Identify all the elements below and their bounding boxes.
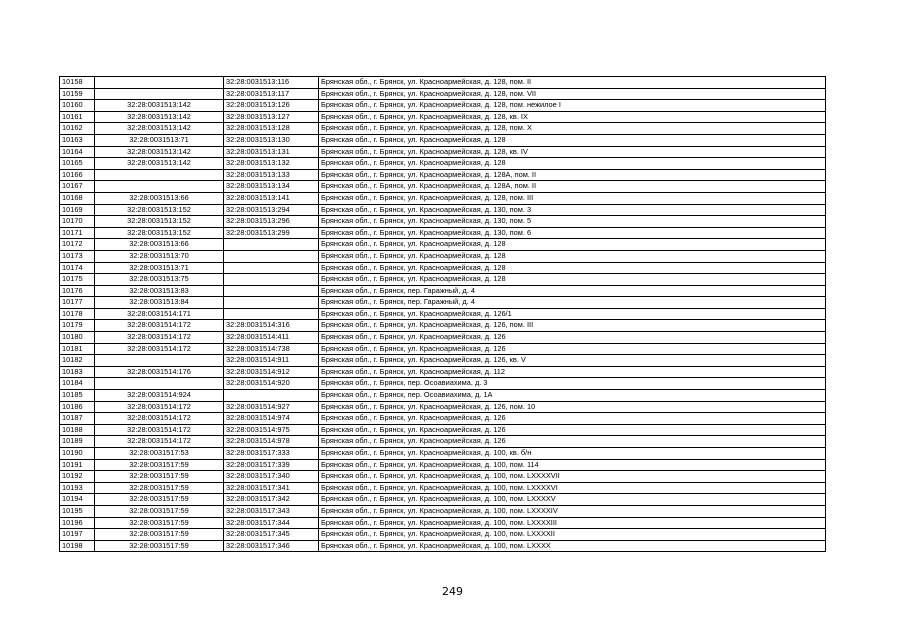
row-number-cell: 10173: [60, 250, 95, 262]
address-cell: Брянская обл., г. Брянск, ул. Красноармейская, д. 128, пом. X: [319, 123, 826, 135]
table-row: [60, 482, 826, 494]
source-cadastral-number-cell: 32:28:0031514:172: [95, 413, 224, 425]
source-cadastral-number-cell: 32:28:0031517:59: [95, 459, 224, 471]
table-row: [60, 540, 826, 552]
address-cell: Брянская обл., г. Брянск, ул. Красноармейская, д. 100, пом. LXXXXVI: [319, 482, 826, 494]
row-number-cell: 10167: [60, 181, 95, 193]
table-row: [60, 448, 826, 460]
table-row: [60, 274, 826, 286]
table-row: [60, 285, 826, 297]
source-cadastral-number-cell: 32:28:0031513:152: [95, 216, 224, 228]
source-cadastral-number-cell: 32:28:0031513:152: [95, 204, 224, 216]
source-cadastral-number-cell: 32:28:0031513:142: [95, 123, 224, 135]
source-cadastral-number-cell: [95, 378, 224, 390]
source-cadastral-number-cell: 32:28:0031514:171: [95, 308, 224, 320]
cadastral-number-cell: 32:28:0031513:132: [224, 158, 319, 170]
source-cadastral-number-cell: [95, 355, 224, 367]
table-row: [60, 123, 826, 135]
cadastral-number-cell: 32:28:0031513:130: [224, 134, 319, 146]
source-cadastral-number-cell: 32:28:0031517:59: [95, 505, 224, 517]
row-number-cell: 10165: [60, 158, 95, 170]
table-body: [60, 77, 826, 552]
source-cadastral-number-cell: 32:28:0031517:59: [95, 540, 224, 552]
table-row: [60, 459, 826, 471]
address-cell: Брянская обл., г. Брянск, ул. Красноармейская, д. 128, пом. II: [319, 77, 826, 89]
row-number-cell: 10162: [60, 123, 95, 135]
source-cadastral-number-cell: 32:28:0031513:152: [95, 227, 224, 239]
row-number-cell: 10195: [60, 505, 95, 517]
table-row: [60, 401, 826, 413]
cadastral-number-cell: 32:28:0031513:296: [224, 216, 319, 228]
source-cadastral-number-cell: 32:28:0031514:172: [95, 424, 224, 436]
table-row: [60, 169, 826, 181]
cadastral-number-cell: 32:28:0031514:927: [224, 401, 319, 413]
cadastral-number-cell: 32:28:0031513:294: [224, 204, 319, 216]
row-number-cell: 10180: [60, 332, 95, 344]
table-row: [60, 77, 826, 89]
cadastral-number-cell: 32:28:0031513:131: [224, 146, 319, 158]
cadastral-number-cell: 32:28:0031513:141: [224, 192, 319, 204]
address-cell: Брянская обл., г. Брянск, пер. Гаражный, д. 4: [319, 285, 826, 297]
cadastral-number-cell: 32:28:0031514:920: [224, 378, 319, 390]
source-cadastral-number-cell: [95, 88, 224, 100]
row-number-cell: 10188: [60, 424, 95, 436]
row-number-cell: 10171: [60, 227, 95, 239]
source-cadastral-number-cell: [95, 169, 224, 181]
table-row: [60, 88, 826, 100]
address-cell: Брянская обл., г. Брянск, ул. Красноармейская, д. 126, пом. 10: [319, 401, 826, 413]
row-number-cell: 10183: [60, 366, 95, 378]
address-cell: Брянская обл., г. Брянск, ул. Красноармейская, д. 128: [319, 134, 826, 146]
row-number-cell: 10164: [60, 146, 95, 158]
row-number-cell: 10191: [60, 459, 95, 471]
source-cadastral-number-cell: 32:28:0031514:176: [95, 366, 224, 378]
address-cell: Брянская обл., г. Брянск, ул. Красноармейская, д. 100, пом. LXXXX: [319, 540, 826, 552]
address-cell: Брянская обл., г. Брянск, ул. Красноармейская, д. 126/1: [319, 308, 826, 320]
table-row: [60, 343, 826, 355]
source-cadastral-number-cell: 32:28:0031513:71: [95, 134, 224, 146]
row-number-cell: 10197: [60, 529, 95, 541]
table-row: [60, 134, 826, 146]
source-cadastral-number-cell: 32:28:0031513:142: [95, 158, 224, 170]
address-cell: Брянская обл., г. Брянск, пер. Осоавиахима, д. 3: [319, 378, 826, 390]
table-row: [60, 158, 826, 170]
address-cell: Брянская обл., г. Брянск, ул. Красноармейская, д. 128: [319, 239, 826, 251]
row-number-cell: 10166: [60, 169, 95, 181]
row-number-cell: 10163: [60, 134, 95, 146]
table-row: [60, 332, 826, 344]
address-cell: Брянская обл., г. Брянск, ул. Красноармейская, д. 126, пом. III: [319, 320, 826, 332]
source-cadastral-number-cell: 32:28:0031514:172: [95, 401, 224, 413]
source-cadastral-number-cell: 32:28:0031513:84: [95, 297, 224, 309]
table-row: [60, 390, 826, 402]
cadastral-number-cell: 32:28:0031517:343: [224, 505, 319, 517]
table-row: [60, 320, 826, 332]
cadastral-number-cell: 32:28:0031517:345: [224, 529, 319, 541]
row-number-cell: 10196: [60, 517, 95, 529]
table-row: [60, 181, 826, 193]
table-row: [60, 308, 826, 320]
cadastral-number-cell: 32:28:0031513:116: [224, 77, 319, 89]
row-number-cell: 10194: [60, 494, 95, 506]
table-row: [60, 146, 826, 158]
table-row: [60, 366, 826, 378]
cadastral-number-cell: [224, 262, 319, 274]
table-row: [60, 227, 826, 239]
cadastral-number-cell: 32:28:0031517:339: [224, 459, 319, 471]
row-number-cell: 10168: [60, 192, 95, 204]
source-cadastral-number-cell: 32:28:0031513:66: [95, 239, 224, 251]
address-cell: Брянская обл., г. Брянск, ул. Красноармейская, д. 100, пом. LXXXXV: [319, 494, 826, 506]
row-number-cell: 10159: [60, 88, 95, 100]
cadastral-number-cell: 32:28:0031513:127: [224, 111, 319, 123]
row-number-cell: 10189: [60, 436, 95, 448]
source-cadastral-number-cell: 32:28:0031514:924: [95, 390, 224, 402]
cadastral-number-cell: [224, 239, 319, 251]
address-cell: Брянская обл., г. Брянск, ул. Красноармейская, д. 100, пом. 114: [319, 459, 826, 471]
source-cadastral-number-cell: 32:28:0031514:172: [95, 332, 224, 344]
table-row: [60, 204, 826, 216]
table-row: [60, 505, 826, 517]
table-row: [60, 192, 826, 204]
table-row: [60, 494, 826, 506]
address-cell: Брянская обл., г. Брянск, пер. Осоавиахима, д. 1А: [319, 390, 826, 402]
source-cadastral-number-cell: 32:28:0031517:59: [95, 494, 224, 506]
cadastral-number-cell: 32:28:0031513:126: [224, 100, 319, 112]
cadastral-number-cell: [224, 297, 319, 309]
address-cell: Брянская обл., г. Брянск, ул. Красноармейская, д. 100, пом. LXXXXIV: [319, 505, 826, 517]
row-number-cell: 10192: [60, 471, 95, 483]
cadastral-number-cell: 32:28:0031514:911: [224, 355, 319, 367]
page-number: 249: [442, 585, 463, 598]
row-number-cell: 10179: [60, 320, 95, 332]
table-row: [60, 471, 826, 483]
table-row: [60, 239, 826, 251]
cadastral-number-cell: 32:28:0031513:117: [224, 88, 319, 100]
source-cadastral-number-cell: 32:28:0031513:142: [95, 146, 224, 158]
cadastral-number-cell: 32:28:0031517:340: [224, 471, 319, 483]
row-number-cell: 10172: [60, 239, 95, 251]
address-cell: Брянская обл., г. Брянск, пер. Гаражный, д. 4: [319, 297, 826, 309]
cadastral-number-cell: [224, 390, 319, 402]
row-number-cell: 10175: [60, 274, 95, 286]
cadastral-number-cell: 32:28:0031514:912: [224, 366, 319, 378]
cadastral-number-cell: [224, 308, 319, 320]
address-cell: Брянская обл., г. Брянск, ул. Красноармейская, д. 128А, пом. II: [319, 181, 826, 193]
source-cadastral-number-cell: 32:28:0031513:70: [95, 250, 224, 262]
row-number-cell: 10170: [60, 216, 95, 228]
address-cell: Брянская обл., г. Брянск, ул. Красноармейская, д. 128: [319, 274, 826, 286]
row-number-cell: 10174: [60, 262, 95, 274]
table-row: [60, 529, 826, 541]
cadastral-number-cell: 32:28:0031514:738: [224, 343, 319, 355]
address-cell: Брянская обл., г. Брянск, ул. Красноармейская, д. 128, пом. нежилое I: [319, 100, 826, 112]
cadastral-number-cell: 32:28:0031514:975: [224, 424, 319, 436]
address-cell: Брянская обл., г. Брянск, ул. Красноармейская, д. 100, кв. б/н: [319, 448, 826, 460]
table-row: [60, 424, 826, 436]
cadastral-number-cell: 32:28:0031517:344: [224, 517, 319, 529]
row-number-cell: 10176: [60, 285, 95, 297]
source-cadastral-number-cell: 32:28:0031513:142: [95, 100, 224, 112]
cadastral-number-cell: 32:28:0031513:128: [224, 123, 319, 135]
cadastral-number-cell: [224, 274, 319, 286]
address-cell: Брянская обл., г. Брянск, ул. Красноармейская, д. 100, пом. LXXXXII: [319, 529, 826, 541]
address-cell: Брянская обл., г. Брянск, ул. Красноармейская, д. 128: [319, 158, 826, 170]
table-row: [60, 436, 826, 448]
source-cadastral-number-cell: 32:28:0031513:71: [95, 262, 224, 274]
address-cell: Брянская обл., г. Брянск, ул. Красноармейская, д. 130, пом. 5: [319, 216, 826, 228]
table-row: [60, 216, 826, 228]
source-cadastral-number-cell: 32:28:0031513:66: [95, 192, 224, 204]
row-number-cell: 10198: [60, 540, 95, 552]
row-number-cell: 10185: [60, 390, 95, 402]
row-number-cell: 10181: [60, 343, 95, 355]
table-row: [60, 100, 826, 112]
cadastral-number-cell: 32:28:0031517:346: [224, 540, 319, 552]
row-number-cell: 10160: [60, 100, 95, 112]
source-cadastral-number-cell: 32:28:0031517:59: [95, 482, 224, 494]
row-number-cell: 10158: [60, 77, 95, 89]
cadastral-number-cell: 32:28:0031514:411: [224, 332, 319, 344]
table-row: [60, 262, 826, 274]
address-cell: Брянская обл., г. Брянск, ул. Красноармейская, д. 126: [319, 332, 826, 344]
source-cadastral-number-cell: 32:28:0031513:75: [95, 274, 224, 286]
row-number-cell: 10186: [60, 401, 95, 413]
table-row: [60, 413, 826, 425]
source-cadastral-number-cell: 32:28:0031514:172: [95, 436, 224, 448]
address-cell: Брянская обл., г. Брянск, ул. Красноармейская, д. 128, пом. VII: [319, 88, 826, 100]
cadastral-number-cell: 32:28:0031514:316: [224, 320, 319, 332]
address-cell: Брянская обл., г. Брянск, ул. Красноармейская, д. 128, кв. IV: [319, 146, 826, 158]
source-cadastral-number-cell: 32:28:0031514:172: [95, 343, 224, 355]
row-number-cell: 10187: [60, 413, 95, 425]
table-row: [60, 355, 826, 367]
cadastral-number-cell: 32:28:0031513:134: [224, 181, 319, 193]
address-cell: Брянская обл., г. Брянск, ул. Красноармейская, д. 130, пом. 6: [319, 227, 826, 239]
table-row: [60, 250, 826, 262]
cadastral-number-cell: 32:28:0031517:333: [224, 448, 319, 460]
cadastral-number-cell: 32:28:0031513:299: [224, 227, 319, 239]
address-cell: Брянская обл., г. Брянск, ул. Красноармейская, д. 128, кв. IX: [319, 111, 826, 123]
row-number-cell: 10177: [60, 297, 95, 309]
table-row: [60, 378, 826, 390]
row-number-cell: 10193: [60, 482, 95, 494]
table-row: [60, 517, 826, 529]
cadastral-table: [59, 76, 826, 552]
source-cadastral-number-cell: 32:28:0031517:59: [95, 471, 224, 483]
address-cell: Брянская обл., г. Брянск, ул. Красноармейская, д. 128: [319, 262, 826, 274]
address-cell: Брянская обл., г. Брянск, ул. Красноармейская, д. 100, пом. LXXXXIII: [319, 517, 826, 529]
source-cadastral-number-cell: 32:28:0031517:59: [95, 517, 224, 529]
row-number-cell: 10190: [60, 448, 95, 460]
cadastral-number-cell: 32:28:0031517:342: [224, 494, 319, 506]
source-cadastral-number-cell: 32:28:0031517:59: [95, 529, 224, 541]
source-cadastral-number-cell: [95, 77, 224, 89]
cadastral-number-cell: [224, 250, 319, 262]
cadastral-number-cell: [224, 285, 319, 297]
row-number-cell: 10184: [60, 378, 95, 390]
row-number-cell: 10182: [60, 355, 95, 367]
address-cell: Брянская обл., г. Брянск, ул. Красноармейская, д. 128, пом. III: [319, 192, 826, 204]
source-cadastral-number-cell: 32:28:0031513:142: [95, 111, 224, 123]
cadastral-number-cell: 32:28:0031513:133: [224, 169, 319, 181]
cadastral-number-cell: 32:28:0031514:978: [224, 436, 319, 448]
cadastral-number-cell: 32:28:0031517:341: [224, 482, 319, 494]
row-number-cell: 10161: [60, 111, 95, 123]
address-cell: Брянская обл., г. Брянск, ул. Красноармейская, д. 126: [319, 343, 826, 355]
source-cadastral-number-cell: 32:28:0031517:53: [95, 448, 224, 460]
table-row: [60, 111, 826, 123]
address-cell: Брянская обл., г. Брянск, ул. Красноармейская, д. 126: [319, 424, 826, 436]
cadastral-number-cell: 32:28:0031514:974: [224, 413, 319, 425]
row-number-cell: 10178: [60, 308, 95, 320]
address-cell: Брянская обл., г. Брянск, ул. Красноармейская, д. 126, кв. V: [319, 355, 826, 367]
source-cadastral-number-cell: 32:28:0031514:172: [95, 320, 224, 332]
address-cell: Брянская обл., г. Брянск, ул. Красноармейская, д. 128А, пом. II: [319, 169, 826, 181]
source-cadastral-number-cell: 32:28:0031513:83: [95, 285, 224, 297]
source-cadastral-number-cell: [95, 181, 224, 193]
address-cell: Брянская обл., г. Брянск, ул. Красноармейская, д. 128: [319, 250, 826, 262]
address-cell: Брянская обл., г. Брянск, ул. Красноармейская, д. 126: [319, 436, 826, 448]
table-row: [60, 297, 826, 309]
row-number-cell: 10169: [60, 204, 95, 216]
address-cell: Брянская обл., г. Брянск, ул. Красноармейская, д. 100, пом. LXXXXVII: [319, 471, 826, 483]
address-cell: Брянская обл., г. Брянск, ул. Красноармейская, д. 112: [319, 366, 826, 378]
address-cell: Брянская обл., г. Брянск, ул. Красноармейская, д. 130, пом. 3: [319, 204, 826, 216]
address-cell: Брянская обл., г. Брянск, ул. Красноармейская, д. 126: [319, 413, 826, 425]
